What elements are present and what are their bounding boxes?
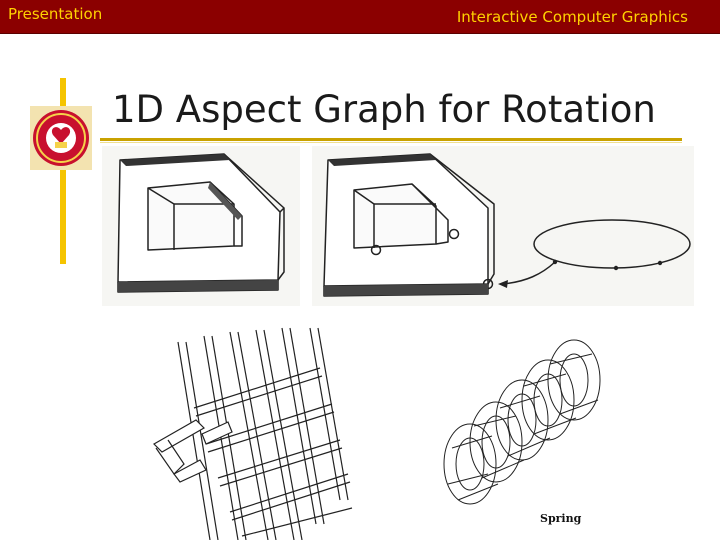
title-rule bbox=[100, 138, 682, 141]
block-figure bbox=[102, 146, 300, 306]
block-aspect-graph-figure bbox=[312, 146, 694, 306]
header-right-label: Interactive Computer Graphics bbox=[456, 8, 688, 26]
university-seal-icon bbox=[30, 106, 92, 170]
header-left-label: Presentation bbox=[8, 5, 103, 23]
slide-title: 1D Aspect Graph for Rotation bbox=[112, 88, 656, 131]
title-rule-highlight bbox=[100, 142, 682, 143]
spring-caption: Spring bbox=[540, 512, 582, 525]
spring-figure bbox=[428, 324, 628, 540]
lattice-figure bbox=[144, 324, 356, 540]
header-bar bbox=[0, 0, 720, 34]
